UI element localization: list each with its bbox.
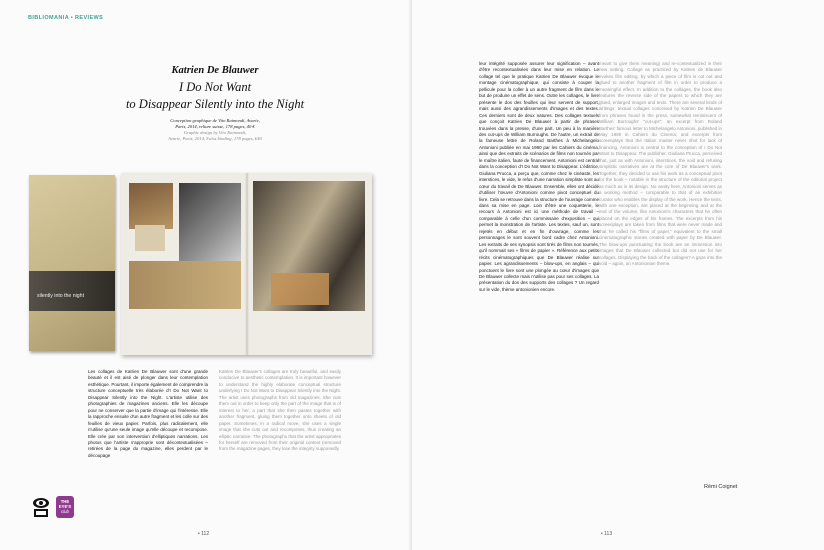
book-meta-en-2: Avarie, Paris, 2014, Swiss binding, 178 pages, €40 bbox=[168, 136, 262, 141]
collage-fragment bbox=[129, 183, 173, 229]
eyes-club-badge bbox=[56, 496, 74, 518]
collage-fragment bbox=[271, 273, 329, 305]
collage-fragment bbox=[179, 183, 241, 263]
book-meta-fr-2: Paris, 2014, reliure suisse, 178 pages, 40 € bbox=[175, 124, 255, 129]
body-column-fr-left: Les collages de Katrien De Blauwer sont d'une grande beauté et il est aisé de plonger dans leur contemplation esthétique. Pourtant, il importe également de comprendre la structure conceptuelle très élaborée d'I Do Not Want to Disappear Silently into the Night. L'artiste utilise des photographies de magazines anciens. Elle les découpe pour ne conserver que la partie d'image qui l'intéresse. Elle la rapproche ensuite d'un autre fragment et les colle sur des feuilles de vieux papier. Parfois, plus radicalement, elle n'utilise qu'une seule image qu'elle découpe et recompose. Elle crée par son intervention d'elliptiques narrations. Les photos que l'artiste s'approprie sont décontextualisées – retirées de la page du magazine, elles perdent par le découpage bbox=[88, 369, 208, 458]
collage-fragment bbox=[135, 225, 165, 251]
body-column-en-right: meant to give them meaning) and re-contextualized in their new setting. Collage as practiced by Katrien de Blauwer evokes film editing, by which a piece of film is cut out and glued to another fragment of film in order to produce a meaningful effect. In addition to the collages, the book also features the reverse side of the papers to which they are glued, enlarged images and texts. There are several kinds of writings: textual collages conceived by Katrien De Blauwer from phrases found in the press, somewhat reminiscent of William Burroughs' "cut-ups"; an excerpt from Roland Barthes' famous letter to Michelangelo Antonioni, published in May 1980 in Cahiers du Cinema; and excerpts from screenplays that the Italian master never shot for lack of financing. Antonioni is central to the conception of I Do Not Want to Disappear. The publisher, Giuliana Prucca, perceived that, just as with Antonioni, interstices, the void and refusing simplistic narratives are at the core of De Blauwer's work. Together, they decided to use his work as a conceptual pivot for the book – notable in the structure of the editorial project as much as in its design. No vanity here, Antonioni serves as a working method – comparable to that of an exhibition curator who enables the display of the work. Hence the texts, with one exception, are placed at the beginning and at the end of the volume, like Antonioni's characters that he often placed on the edges of his frames. The excerpts from his screenplays are taken from films that were never made and that he called his "films of paper," equivalent to the small cinematographic stories created with paper by De Blauwer. The blow-ups punctuating the book are an immersion into images that De Blauwer collected but did not use for her collages. Displaying the back of the collages? A gaze into the void – again, an Antonionian theme. bbox=[599, 61, 722, 267]
badge-line2: EYE'S bbox=[58, 504, 72, 509]
book-meta-en-1: Graphic design by Vito Raimondi, bbox=[183, 130, 247, 135]
open-book-photo bbox=[121, 173, 372, 355]
body-column-fr-right: leur intégrité supposée assurer leur signification – avant d'être recontextualisées dans leur mise en relation. Le collage tel que le pratique Katrien De Blauwer évoque le montage cinématographique, qui consiste à couper la pellicule pour la coller à un autre fragment de film dans le but de produire un effet de sens. Outre les collages, le livre présente le dos des feuilles qui leur servent de support, mais aussi des agrandissements d'images et des textes. Ces derniers sont de deux natures. Des collages textuels que conçoit Katrien De Blauwer à partir de phrases trouvées dans la presse, d'une part. Un peu à la manière des cut-ups de William Burroughs. De l'autre, un extrait de la fameuse lettre de Roland Barthes à Michelangelo Antonioni publiée en mai 1980 par les Cahiers du cinéma, ainsi que des extraits de scénarios de films non tournés par le maître italien, faute de financement. Antonioni est central dans la conception d'I Do Not Want to Disappear. L'éditrice, Giuliana Prucca, a perçu que, comme chez le cinéaste, les interstices, le vide, le refus d'une narration simpliste sont au cœur du travail de De Blauwer. Ensemble, elles ont décidé d'utiliser l'œuvre d'Antonioni comme pivot conceptuel du livre. Cela se retrouve dans la structure de l'ouvrage comme dans sa mise en page. Loin d'être une coquetterie, le recours à Antonioni est ici une méthode de travail – comparable à celle d'un commissaire d'exposition – qui permet la monstration de l'artiste. Les textes, sauf un, sont rejetés en début et en fin d'ouvrage, comme les personnages le sont souvent bord cadre chez Antonioni. Les extraits de ses synopsis sont tirés de films non tournés, qu'il nommait ses « films de papier ». Référence aux petits récits cinématographiques que De Blauwer réalise sur papier. Les agrandissements – blow-ups, en anglais – qui ponctuent le livre sont une plongée au cœur d'images que De Blauwer collecte mais n'utilise pas pour ses collages. La présentation du dos des supports des collages ? Un regard sur le vide, thème antonionien encore. bbox=[479, 61, 599, 292]
page-number-left: • 112 bbox=[198, 531, 210, 537]
badge-line3: club bbox=[61, 509, 69, 514]
left-page bbox=[0, 0, 411, 550]
cover-title: silently into the night bbox=[37, 293, 85, 299]
review-title-line2: to Disappear Silently into the Night bbox=[125, 97, 305, 111]
body-column-en-left: Katrien De Blauwer's collages are truly beautiful, and easily conducive to aesthetic contemplation. It is important however to understand the highly elaborate conceptual structure underlying I Do Not Want to Disappear Silently into the Night. The artist uses photographs from old magazines. She cuts them out in order to keep only the part of the image that is of interest to her, a part that she then pastes together with another fragment, gluing them together onto sheets of old paper. Sometimes, in a radical move, she uses a single image that she cuts out and recomposes, thus creating an elliptic narrative. The photographs that the artist appropriates for herself are removed from their original context (removed from the magazine pages, they lose the integrity supposedly bbox=[219, 369, 341, 452]
badge-line1: THE bbox=[60, 499, 70, 504]
page-number-right: • 113 bbox=[601, 531, 613, 537]
review-title-line1: I Do Not Want bbox=[178, 80, 252, 94]
cover-dark-band bbox=[29, 271, 115, 311]
review-author: Katrien De Blauwer bbox=[171, 65, 259, 76]
book-fold bbox=[245, 173, 249, 355]
book-cover-photo bbox=[29, 175, 115, 351]
review-signature: Rémi Coignet bbox=[704, 484, 738, 490]
collage-fragment bbox=[129, 261, 241, 309]
eye-logo-icon bbox=[32, 496, 50, 518]
section-tag: BIBLIOMANIA • REVIEWS bbox=[28, 15, 104, 21]
book-meta-fr-1: Conception graphique de Vito Raimondi, Avarie, bbox=[170, 118, 260, 123]
